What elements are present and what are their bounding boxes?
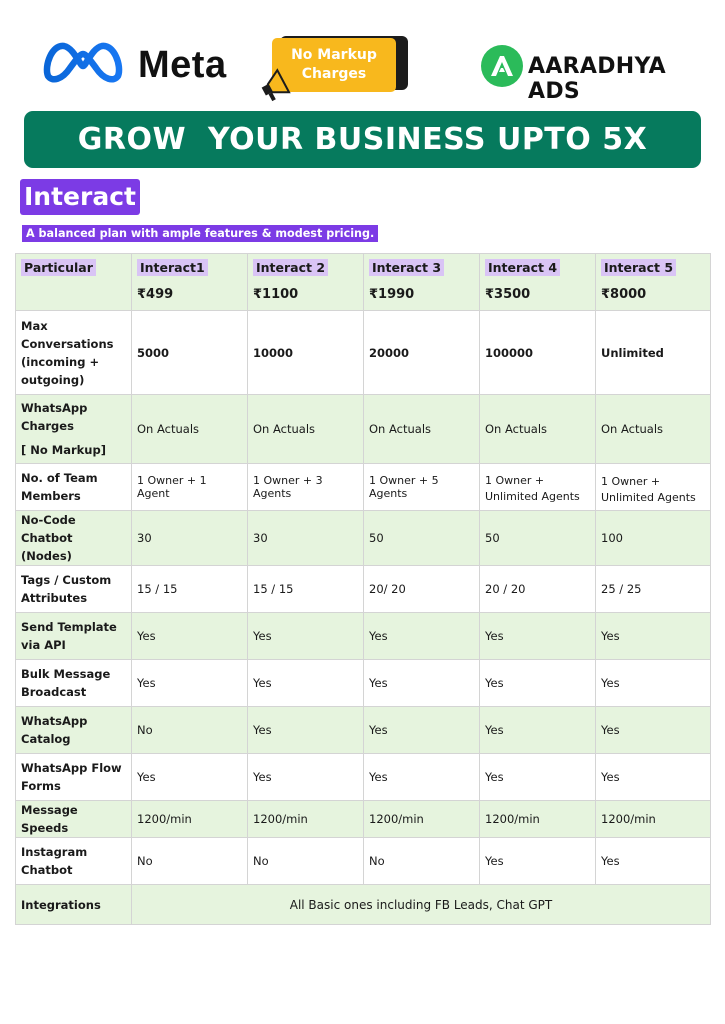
particular-header-cell: [16, 254, 132, 311]
row-value: 15 / 15: [248, 566, 364, 613]
row-value: Yes: [248, 660, 364, 707]
row-label: Instagram Chatbot: [16, 838, 132, 885]
row-value: 1 Owner + 3 Agents: [248, 464, 364, 511]
row-value: Yes: [596, 838, 711, 885]
plan-price: ₹499: [137, 287, 174, 302]
row-value: Yes: [480, 660, 596, 707]
headline-banner: [24, 111, 701, 168]
table-row: [16, 311, 711, 395]
table-row: [16, 566, 711, 613]
row-value: 5000: [132, 311, 248, 395]
no-markup-badge: [258, 32, 408, 104]
plan-header-cell: [364, 254, 480, 311]
table-row: [16, 885, 711, 925]
row-value: Yes: [364, 660, 480, 707]
row-value: 50: [364, 511, 480, 566]
row-value: Yes: [596, 613, 711, 660]
plan-price: ₹1100: [253, 287, 299, 302]
row-value: 1200/min: [132, 801, 248, 838]
table-row: [16, 464, 711, 511]
plan-name: Interact: [20, 179, 140, 215]
row-value: No: [132, 707, 248, 754]
particular-header: Particular: [21, 259, 96, 276]
plan-header-cell: [596, 254, 711, 311]
row-value: 100000: [480, 311, 596, 395]
row-value: Yes: [596, 660, 711, 707]
badge-line-1: No Markup: [291, 47, 377, 63]
plan-header-cell: [248, 254, 364, 311]
row-value: No: [132, 838, 248, 885]
row-value: 1 Owner + Unlimited Agents: [480, 464, 596, 511]
row-label: Send Template via API: [16, 613, 132, 660]
row-value: No: [248, 838, 364, 885]
row-value: Yes: [248, 754, 364, 801]
partner-brand-text: AARADHYA ADS: [528, 54, 666, 104]
row-value: 100: [596, 511, 711, 566]
table-header-row: [16, 254, 711, 311]
row-label: WhatsApp Flow Forms: [16, 754, 132, 801]
plan-name-header: Interact 5: [601, 259, 676, 276]
row-value: Yes: [364, 613, 480, 660]
plan-name-header: Interact 3: [369, 259, 444, 276]
row-label-line: [ No Markup]: [21, 443, 106, 457]
row-value: 25 / 25: [596, 566, 711, 613]
row-value: Yes: [248, 707, 364, 754]
aaradhya-logo-icon: [480, 44, 524, 88]
row-value: Yes: [596, 707, 711, 754]
plan-name-header: Interact 4: [485, 259, 560, 276]
pricing-table: [15, 253, 711, 925]
row-value: On Actuals: [596, 395, 711, 464]
meta-brand-text: Meta: [138, 44, 227, 86]
row-label: Bulk Message Broadcast: [16, 660, 132, 707]
row-value: On Actuals: [364, 395, 480, 464]
plan-header-cell: [132, 254, 248, 311]
row-value: On Actuals: [480, 395, 596, 464]
table-row: [16, 511, 711, 566]
row-value: 50: [480, 511, 596, 566]
row-value: On Actuals: [132, 395, 248, 464]
plan-header-cell: [480, 254, 596, 311]
table-row: [16, 801, 711, 838]
badge-line-2: Charges: [301, 66, 367, 82]
row-value: 1 Owner + 5 Agents: [364, 464, 480, 511]
table-row: [16, 838, 711, 885]
row-label: WhatsApp Catalog: [16, 707, 132, 754]
row-label: Tags / Custom Attributes: [16, 566, 132, 613]
megaphone-icon: [258, 68, 292, 102]
row-label: Message Speeds: [16, 801, 132, 838]
row-value: Unlimited: [596, 311, 711, 395]
row-value: Yes: [364, 707, 480, 754]
row-value: 1200/min: [596, 801, 711, 838]
row-value: Yes: [364, 754, 480, 801]
table-row: [16, 707, 711, 754]
row-value: 1200/min: [480, 801, 596, 838]
plan-name-header: Interact 2: [253, 259, 328, 276]
plan-name-header: Interact1: [137, 259, 208, 276]
plan-price: ₹1990: [369, 287, 415, 302]
row-label: Integrations: [16, 885, 132, 925]
row-value: 30: [132, 511, 248, 566]
row-value: Yes: [480, 613, 596, 660]
row-value: 20/ 20: [364, 566, 480, 613]
row-value: Yes: [248, 613, 364, 660]
row-label: Max Conversations (incoming + outgoing): [16, 311, 132, 395]
row-label-line: WhatsApp Charges: [21, 401, 88, 433]
row-value: Yes: [480, 707, 596, 754]
row-value: 30: [248, 511, 364, 566]
row-value: Yes: [132, 660, 248, 707]
row-value: 1 Owner + Unlimited Agents: [596, 464, 711, 511]
table-row: [16, 395, 711, 464]
integrations-value: All Basic ones including FB Leads, Chat GPT: [132, 885, 711, 925]
row-value: 15 / 15: [132, 566, 248, 613]
row-value: 10000: [248, 311, 364, 395]
row-value: Yes: [596, 754, 711, 801]
banner-text: GROW YOUR BUSINESS UPTO 5X: [77, 122, 648, 157]
row-value: 20 / 20: [480, 566, 596, 613]
row-label: [16, 395, 132, 464]
row-label: No. of Team Members: [16, 464, 132, 511]
row-value: 20000: [364, 311, 480, 395]
plan-description: A balanced plan with ample features & modest pricing.: [22, 225, 378, 242]
table-row: [16, 660, 711, 707]
row-value: 1 Owner + 1 Agent: [132, 464, 248, 511]
meta-logo-icon: [42, 38, 124, 84]
row-value: On Actuals: [248, 395, 364, 464]
plan-price: ₹8000: [601, 287, 647, 302]
row-value: Yes: [132, 754, 248, 801]
row-value: 1200/min: [248, 801, 364, 838]
row-value: 1200/min: [364, 801, 480, 838]
row-value: Yes: [480, 838, 596, 885]
table-row: [16, 613, 711, 660]
row-value: No: [364, 838, 480, 885]
row-value: Yes: [132, 613, 248, 660]
row-value: Yes: [480, 754, 596, 801]
row-label: No-Code Chatbot (Nodes): [16, 511, 132, 566]
plan-price: ₹3500: [485, 287, 531, 302]
table-row: [16, 754, 711, 801]
